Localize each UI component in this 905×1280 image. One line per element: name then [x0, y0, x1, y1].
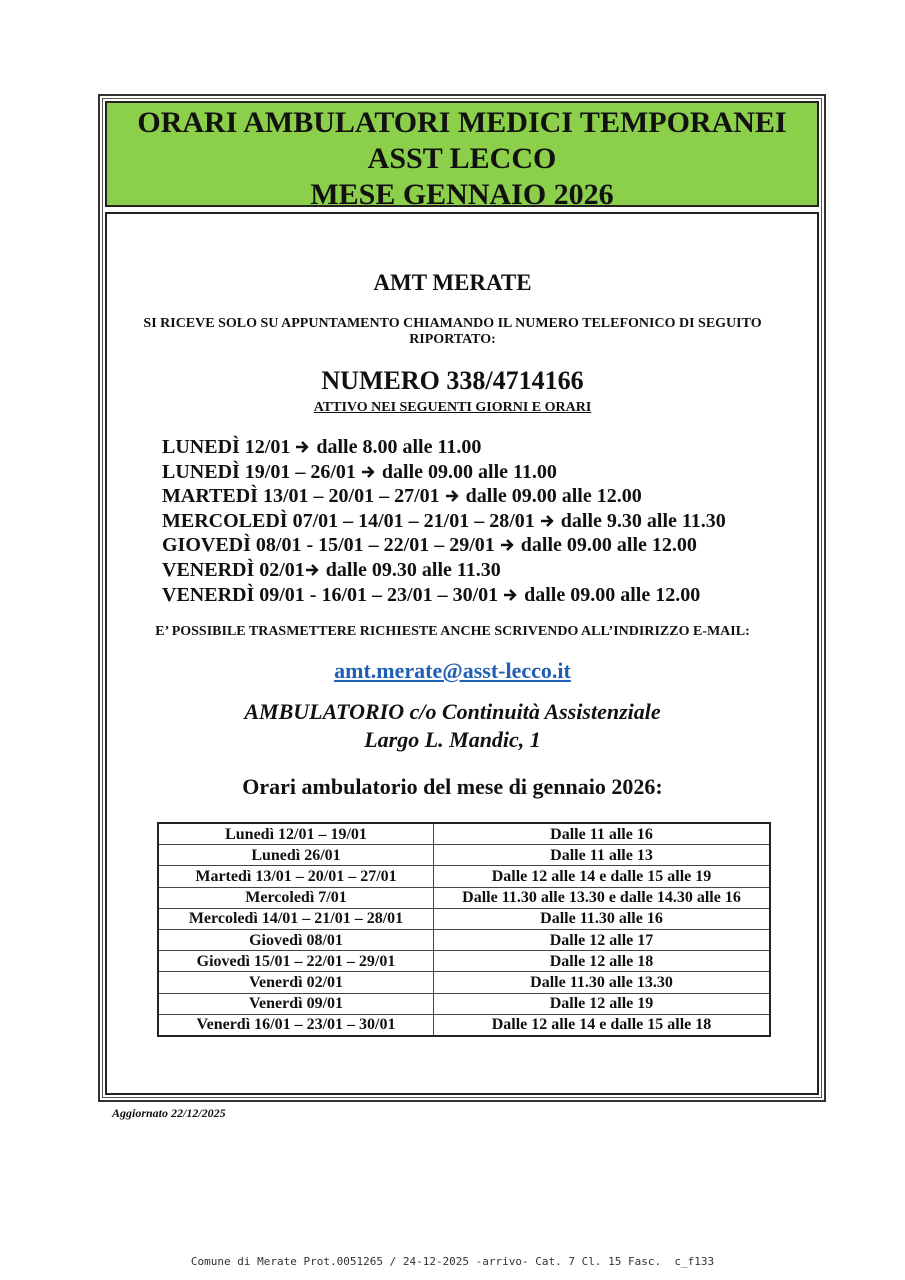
- table-cell-hours: Dalle 11 alle 13: [434, 845, 771, 866]
- table-cell-day: Venerdì 02/01: [158, 972, 434, 993]
- table-cell-hours: Dalle 11.30 alle 13.30: [434, 972, 771, 993]
- header-title-line2: ASST LECCO: [367, 142, 557, 175]
- table-cell-hours: Dalle 11 alle 16: [434, 823, 771, 845]
- table-row: [158, 908, 770, 929]
- table-row: [158, 845, 770, 866]
- table-cell-day: Giovedì 08/01: [158, 929, 434, 950]
- table-cell-day: Giovedì 15/01 – 22/01 – 29/01: [158, 951, 434, 972]
- right-arrow-icon: [500, 533, 516, 558]
- schedule-days: VENERDÌ 02/01: [162, 558, 305, 581]
- amt-title: AMT MERATE: [373, 270, 532, 295]
- schedule-line: [162, 484, 726, 509]
- table-row: [158, 1014, 770, 1036]
- table-cell-hours: Dalle 12 alle 17: [434, 929, 771, 950]
- phone-active-note: ATTIVO NEI SEGUENTI GIORNI E ORARI: [313, 400, 592, 415]
- schedule-hours: dalle 09.00 alle 11.00: [381, 460, 557, 483]
- schedule-hours: dalle 09.00 alle 12.00: [465, 485, 642, 508]
- right-arrow-icon: [540, 509, 556, 534]
- schedule-line: [162, 435, 726, 460]
- clinic-name: AMBULATORIO c/o Continuità Assistenziale: [244, 699, 661, 724]
- schedule-line: [162, 558, 726, 583]
- table-cell-hours: Dalle 11.30 alle 13.30 e dalle 14.30 alle 16: [434, 887, 771, 908]
- appointment-notice-line1: SI RICEVE SOLO SU APPUNTAMENTO CHIAMANDO IL NUMERO TELEFONICO DI SEGUITO: [143, 316, 762, 331]
- table-row: [158, 866, 770, 887]
- clinic-hours-table: [157, 822, 771, 1037]
- table-cell-day: Mercoledì 14/01 – 21/01 – 28/01: [158, 908, 434, 929]
- email-note: E’ POSSIBILE TRASMETTERE RICHIESTE ANCHE SCRIVENDO ALL’INDIRIZZO E-MAIL:: [155, 624, 750, 639]
- schedule-days: LUNEDÌ 19/01 – 26/01: [162, 460, 356, 483]
- table-cell-hours: Dalle 12 alle 14 e dalle 15 alle 18: [434, 1014, 771, 1036]
- right-arrow-icon: [361, 460, 377, 485]
- protocol-stamp: Comune di Merate Prot.0051265 / 24-12-2025 -arrivo- Cat. 7 Cl. 15 Fasc. c_f133: [190, 1255, 715, 1268]
- right-arrow-icon: [503, 583, 519, 608]
- right-arrow-icon: [445, 484, 461, 509]
- schedule-hours: dalle 9.30 alle 11.30: [560, 509, 726, 532]
- header-title-line3: MESE GENNAIO 2026: [310, 178, 614, 211]
- table-cell-day: Venerdì 16/01 – 23/01 – 30/01: [158, 1014, 434, 1036]
- clinic-hours-title: Orari ambulatorio del mese di gennaio 2026:: [242, 774, 663, 799]
- schedule-days: GIOVEDÌ 08/01 - 15/01 – 22/01 – 29/01: [162, 534, 495, 557]
- right-arrow-icon: [305, 558, 321, 583]
- table-cell-day: Mercoledì 7/01: [158, 887, 434, 908]
- schedule-hours: dalle 09.00 alle 12.00: [520, 534, 697, 557]
- clinic-info: [0, 698, 905, 754]
- phone-schedule: [162, 435, 726, 607]
- table-cell-hours: Dalle 12 alle 18: [434, 951, 771, 972]
- appointment-notice: [0, 316, 905, 348]
- schedule-hours: dalle 8.00 alle 11.00: [316, 436, 482, 458]
- table-cell-day: Martedì 13/01 – 20/01 – 27/01: [158, 866, 434, 887]
- table-row: [158, 929, 770, 950]
- table-cell-day: Venerdì 09/01: [158, 993, 434, 1014]
- schedule-line: [162, 533, 726, 558]
- schedule-hours: dalle 09.30 alle 11.30: [325, 558, 501, 581]
- phone-number: NUMERO 338/4714166: [321, 366, 584, 395]
- schedule-days: MARTEDÌ 13/01 – 20/01 – 27/01: [162, 485, 440, 508]
- email-link[interactable]: amt.merate@asst-lecco.it: [334, 658, 571, 683]
- schedule-line: [162, 509, 726, 534]
- table-row: [158, 887, 770, 908]
- schedule-line: [162, 583, 726, 608]
- schedule-days: VENERDÌ 09/01 - 16/01 – 23/01 – 30/01: [162, 583, 499, 606]
- header-title-line1: ORARI AMBULATORI MEDICI TEMPORANEI: [137, 106, 787, 139]
- table-row: [158, 823, 770, 845]
- table-cell-day: Lunedì 12/01 – 19/01: [158, 823, 434, 845]
- header-banner: [105, 101, 819, 211]
- schedule-days: MERCOLEDÌ 07/01 – 14/01 – 21/01 – 28/01: [162, 509, 535, 532]
- table-cell-hours: Dalle 11.30 alle 16: [434, 908, 771, 929]
- updated-date: Aggiornato 22/12/2025: [112, 1106, 226, 1120]
- appointment-notice-line2: RIPORTATO:: [409, 332, 496, 347]
- schedule-line: [162, 460, 726, 485]
- table-cell-day: Lunedì 26/01: [158, 845, 434, 866]
- table-row: [158, 993, 770, 1014]
- table-cell-hours: Dalle 12 alle 19: [434, 993, 771, 1014]
- schedule-days: LUNEDÌ 12/01: [162, 436, 291, 458]
- schedule-hours: dalle 09.00 alle 12.00: [524, 583, 701, 606]
- right-arrow-icon: [295, 435, 311, 460]
- clinic-address: Largo L. Mandic, 1: [364, 727, 541, 752]
- table-cell-hours: Dalle 12 alle 14 e dalle 15 alle 19: [434, 866, 771, 887]
- table-row: [158, 951, 770, 972]
- table-row: [158, 972, 770, 993]
